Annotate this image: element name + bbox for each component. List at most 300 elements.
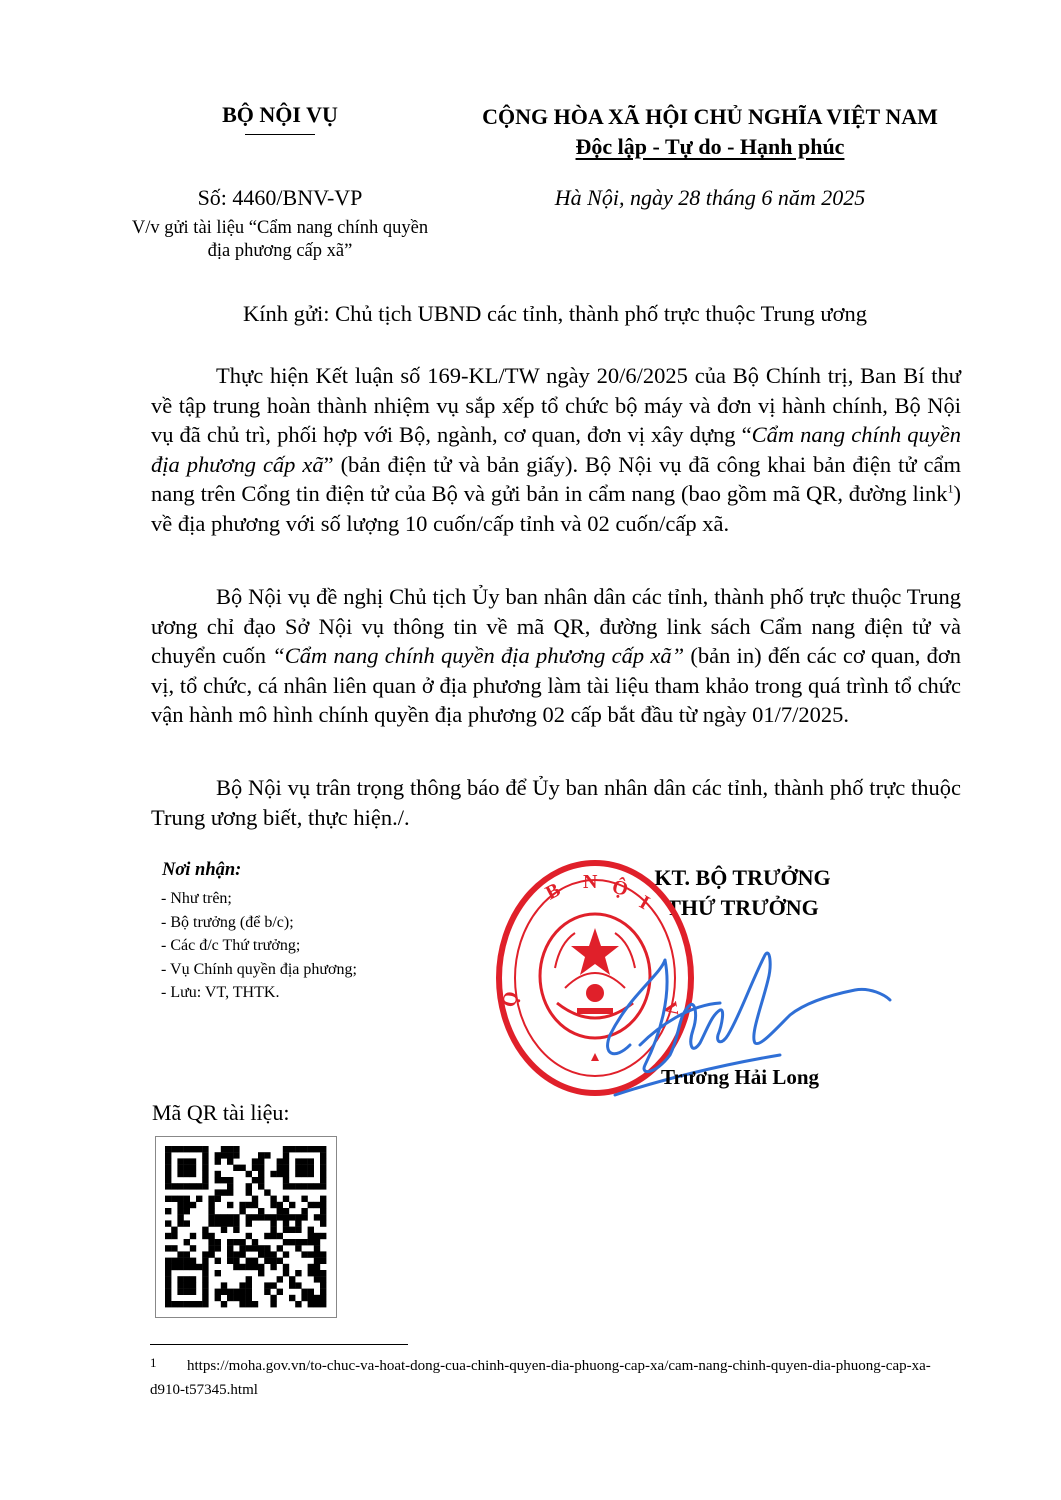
qr-module <box>277 1289 283 1295</box>
qr-module <box>171 1245 177 1251</box>
qr-module <box>221 1282 227 1288</box>
qr-module <box>264 1233 270 1239</box>
qr-module <box>258 1152 264 1158</box>
qr-module <box>177 1276 183 1282</box>
qr-module <box>314 1239 320 1245</box>
qr-module <box>233 1152 239 1158</box>
list-item: - Lưu: VT, THTK. <box>161 984 280 1001</box>
qr-module <box>277 1208 283 1214</box>
qr-module <box>202 1295 208 1301</box>
body-paragraph-1: Thực hiện Kết luận số 169-KL/TW ngày 20/6/2025 của Bộ Chính trị, Ban Bí thư về tập trung hoàn thành nhiệm vụ sắp xếp tổ chức bộ máy và đơn vị hành chính, Bộ Nội vụ đã chủ trì, phối hợp với Bộ, ngành, cơ quan, đơn vị xây dựng “Cẩm nang chính quyền địa phương cấp xã” (bản điện tử và bản giấy). Bộ Nội vụ đã công khai bản điện tử cẩm nang trên Cổng tin điện tử của Bộ và gửi bản in cẩm nang (bao gồm mã QR, đường link$^1$) về địa phương với số lượng 10 cuốn/cấp tỉnh và 02 cuốn/cấp xã. <box>151 363 962 536</box>
qr-module <box>233 1214 239 1220</box>
qr-module <box>184 1196 190 1202</box>
qr-module <box>295 1239 301 1245</box>
qr-module <box>165 1301 171 1307</box>
qr-module <box>258 1171 264 1177</box>
qr-module <box>184 1276 190 1282</box>
qr-module <box>283 1177 289 1183</box>
qr-module <box>246 1214 252 1220</box>
qr-module <box>258 1158 264 1164</box>
svg-text:Ộ: Ộ <box>498 989 523 1009</box>
list-item: - Bộ trưởng (để b/c); <box>161 913 294 931</box>
qr-module <box>289 1183 295 1189</box>
qr-module <box>246 1289 252 1295</box>
qr-module <box>215 1295 221 1301</box>
qr-module <box>283 1270 289 1276</box>
footnote-rule <box>150 1344 408 1345</box>
qr-module <box>165 1183 171 1189</box>
qr-module <box>252 1158 258 1164</box>
qr-module <box>295 1171 301 1177</box>
qr-module <box>264 1251 270 1257</box>
qr-module <box>277 1233 283 1239</box>
qr-module <box>264 1214 270 1220</box>
qr-module <box>177 1158 183 1164</box>
qr-module <box>301 1183 307 1189</box>
qr-module <box>246 1233 252 1239</box>
qr-module <box>289 1146 295 1152</box>
qr-module <box>239 1251 245 1257</box>
qr-module <box>221 1227 227 1233</box>
qr-module <box>208 1196 214 1202</box>
qr-module <box>184 1208 190 1214</box>
qr-module <box>258 1208 264 1214</box>
qr-module <box>301 1171 307 1177</box>
qr-module <box>314 1245 320 1251</box>
qr-module <box>190 1183 196 1189</box>
qr-module <box>184 1282 190 1288</box>
qr-module <box>320 1208 326 1214</box>
qr-module <box>184 1165 190 1171</box>
qr-module <box>252 1264 258 1270</box>
qr-module <box>202 1165 208 1171</box>
qr-module <box>221 1152 227 1158</box>
agency-name: BỘ NỘI VỤ <box>222 102 338 127</box>
qr-module <box>190 1245 196 1251</box>
qr-module <box>215 1289 221 1295</box>
qr-module <box>289 1239 295 1245</box>
qr-module <box>177 1220 183 1226</box>
qr-module <box>301 1239 307 1245</box>
qr-module <box>308 1146 314 1152</box>
qr-module <box>171 1301 177 1307</box>
qr-module <box>190 1171 196 1177</box>
qr-module <box>227 1251 233 1257</box>
qr-module <box>246 1301 252 1307</box>
qr-module <box>177 1289 183 1295</box>
qr-module <box>202 1158 208 1164</box>
qr-module <box>184 1171 190 1177</box>
qr-module <box>202 1264 208 1270</box>
qr-module <box>295 1183 301 1189</box>
qr-module <box>283 1183 289 1189</box>
qr-module <box>320 1289 326 1295</box>
qr-module <box>320 1220 326 1226</box>
qr-module <box>270 1171 276 1177</box>
qr-module <box>320 1295 326 1301</box>
qr-module <box>246 1295 252 1301</box>
qr-module <box>308 1171 314 1177</box>
qr-module <box>227 1152 233 1158</box>
qr-module <box>308 1251 314 1257</box>
qr-module <box>177 1183 183 1189</box>
qr-module <box>270 1214 276 1220</box>
list-item: - Các đ/c Thứ trưởng; <box>161 937 301 954</box>
qr-module <box>246 1220 252 1226</box>
qr-module <box>295 1270 301 1276</box>
qr-module <box>190 1258 196 1264</box>
qr-module <box>233 1289 239 1295</box>
qr-module <box>165 1264 171 1270</box>
qr-module <box>227 1202 233 1208</box>
qr-module <box>277 1171 283 1177</box>
qr-module <box>320 1276 326 1282</box>
qr-module <box>215 1214 221 1220</box>
qr-module <box>301 1208 307 1214</box>
qr-module <box>190 1146 196 1152</box>
qr-module <box>221 1214 227 1220</box>
qr-module <box>202 1270 208 1276</box>
qr-module <box>202 1152 208 1158</box>
footnote-marker: 1 <box>150 1355 157 1370</box>
qr-module <box>239 1301 245 1307</box>
qr-module <box>277 1158 283 1164</box>
qr-module <box>165 1276 171 1282</box>
qr-module <box>208 1220 214 1226</box>
qr-module <box>184 1258 190 1264</box>
qr-module <box>301 1289 307 1295</box>
qr-module <box>165 1258 171 1264</box>
qr-module <box>246 1245 252 1251</box>
qr-module <box>320 1282 326 1288</box>
qr-module <box>233 1295 239 1301</box>
addressee: Kính gửi: Chủ tịch UBND các tỉnh, thành phố trực thuộc Trung ương <box>242 301 868 326</box>
qr-module <box>252 1165 258 1171</box>
qr-module <box>283 1220 289 1226</box>
document-number-value: 4460 <box>232 185 277 210</box>
agency-underline <box>245 134 315 135</box>
qr-module <box>221 1289 227 1295</box>
qr-module <box>239 1165 245 1171</box>
qr-module <box>308 1295 314 1301</box>
qr-module <box>320 1270 326 1276</box>
qr-module <box>165 1245 171 1251</box>
qr-module <box>184 1158 190 1164</box>
qr-module <box>215 1239 221 1245</box>
qr-module <box>246 1189 252 1195</box>
qr-module <box>215 1270 221 1276</box>
qr-module <box>233 1264 239 1270</box>
qr-module <box>227 1214 233 1220</box>
qr-module <box>233 1227 239 1233</box>
qr-module <box>270 1233 276 1239</box>
document-number: Số: 4460/BNV-VP <box>197 185 363 210</box>
qr-code <box>155 1136 337 1318</box>
qr-module <box>184 1202 190 1208</box>
qr-module <box>246 1258 252 1264</box>
qr-module <box>283 1251 289 1257</box>
qr-module <box>264 1282 270 1288</box>
qr-module <box>320 1251 326 1257</box>
qr-module <box>270 1258 276 1264</box>
svg-text:N: N <box>583 871 598 893</box>
qr-module <box>208 1202 214 1208</box>
qr-module <box>320 1158 326 1164</box>
qr-module <box>171 1258 177 1264</box>
qr-module <box>252 1202 258 1208</box>
qr-module <box>314 1214 320 1220</box>
qr-module <box>177 1251 183 1257</box>
qr-module <box>227 1295 233 1301</box>
qr-module <box>308 1264 314 1270</box>
qr-module <box>301 1146 307 1152</box>
qr-module <box>202 1177 208 1183</box>
qr-module <box>270 1220 276 1226</box>
qr-module <box>283 1208 289 1214</box>
qr-module <box>314 1264 320 1270</box>
qr-module <box>196 1264 202 1270</box>
qr-module <box>190 1233 196 1239</box>
footnote-ref: 1 <box>947 481 954 496</box>
qr-module <box>239 1245 245 1251</box>
qr-module <box>308 1183 314 1189</box>
qr-module <box>165 1196 171 1202</box>
qr-module <box>190 1276 196 1282</box>
qr-module <box>320 1301 326 1307</box>
qr-module <box>227 1158 233 1164</box>
qr-module <box>184 1301 190 1307</box>
signer-title: KT. BỘ TRƯỞNG THỨ TRƯỞNG <box>654 865 831 920</box>
qr-module <box>227 1177 233 1183</box>
qr-module <box>270 1196 276 1202</box>
qr-module <box>283 1196 289 1202</box>
qr-module <box>202 1183 208 1189</box>
qr-module <box>258 1165 264 1171</box>
qr-module <box>202 1233 208 1239</box>
national-motto: Độc lập - Tự do - Hạnh phúc <box>575 134 845 159</box>
qr-module <box>184 1239 190 1245</box>
qr-module <box>233 1258 239 1264</box>
qr-module <box>202 1146 208 1152</box>
qr-module <box>277 1214 283 1220</box>
qr-module <box>258 1251 264 1257</box>
qr-module <box>202 1289 208 1295</box>
qr-module <box>301 1214 307 1220</box>
qr-module <box>177 1171 183 1177</box>
qr-module <box>208 1214 214 1220</box>
qr-module <box>246 1183 252 1189</box>
qr-module <box>289 1295 295 1301</box>
qr-module <box>314 1146 320 1152</box>
qr-module <box>314 1270 320 1276</box>
qr-module <box>320 1146 326 1152</box>
qr-module <box>270 1282 276 1288</box>
qr-module <box>227 1239 233 1245</box>
qr-module <box>177 1214 183 1220</box>
qr-module <box>320 1233 326 1239</box>
qr-module <box>252 1301 258 1307</box>
qr-module <box>202 1258 208 1264</box>
qr-module <box>171 1146 177 1152</box>
qr-module <box>314 1233 320 1239</box>
qr-module <box>277 1276 283 1282</box>
qr-module <box>258 1214 264 1220</box>
qr-module <box>171 1264 177 1270</box>
qr-module <box>208 1251 214 1257</box>
qr-module <box>295 1227 301 1233</box>
qr-module <box>246 1264 252 1270</box>
qr-module <box>252 1196 258 1202</box>
footnote-text: https://moha.gov.vn/to-chuc-va-hoat-dong-cua-chinh-quyen-dia-phuong-cap-xa/cam-nang-chinh-quyen-dia-phuong-cap-xa-d910-t57345.html <box>150 1358 931 1398</box>
country-name: CỘNG HÒA XÃ HỘI CHỦ NGHĨA VIỆT NAM <box>482 104 938 129</box>
qr-module <box>295 1165 301 1171</box>
qr-module <box>277 1165 283 1171</box>
qr-module <box>258 1270 264 1276</box>
qr-module <box>221 1146 227 1152</box>
qr-label: Mã QR tài liệu: <box>152 1100 290 1125</box>
list-item: - Vụ Chính quyền địa phương; <box>161 960 357 978</box>
qr-module <box>283 1264 289 1270</box>
list-item: - Như trên; <box>161 890 232 907</box>
qr-module <box>208 1233 214 1239</box>
qr-module <box>227 1258 233 1264</box>
qr-module <box>252 1258 258 1264</box>
qr-module <box>308 1239 314 1245</box>
qr-module <box>239 1282 245 1288</box>
qr-module <box>252 1239 258 1245</box>
qr-module <box>215 1158 221 1164</box>
qr-module <box>320 1152 326 1158</box>
qr-module <box>289 1282 295 1288</box>
qr-module <box>190 1282 196 1288</box>
qr-module <box>258 1245 264 1251</box>
qr-module <box>239 1295 245 1301</box>
qr-module <box>215 1258 221 1264</box>
qr-module <box>320 1196 326 1202</box>
qr-module <box>233 1146 239 1152</box>
qr-module <box>196 1146 202 1152</box>
qr-module <box>295 1245 301 1251</box>
qr-module <box>264 1245 270 1251</box>
qr-module <box>246 1202 252 1208</box>
qr-module <box>165 1177 171 1183</box>
qr-module <box>289 1276 295 1282</box>
qr-module <box>202 1276 208 1282</box>
qr-module <box>196 1301 202 1307</box>
qr-module <box>215 1220 221 1226</box>
svg-text:B: B <box>542 878 565 905</box>
qr-module <box>215 1189 221 1195</box>
qr-module <box>320 1202 326 1208</box>
qr-module <box>221 1177 227 1183</box>
qr-module <box>270 1227 276 1233</box>
qr-module <box>301 1295 307 1301</box>
qr-module <box>177 1196 183 1202</box>
qr-module <box>202 1301 208 1307</box>
qr-module <box>215 1196 221 1202</box>
qr-module <box>252 1245 258 1251</box>
qr-module <box>177 1282 183 1288</box>
qr-module <box>246 1282 252 1288</box>
qr-module <box>184 1289 190 1295</box>
qr-module <box>208 1208 214 1214</box>
qr-module <box>283 1165 289 1171</box>
qr-module <box>171 1183 177 1189</box>
qr-module <box>177 1165 183 1171</box>
qr-module <box>289 1202 295 1208</box>
qr-module <box>277 1245 283 1251</box>
qr-module <box>190 1165 196 1171</box>
qr-module <box>270 1295 276 1301</box>
qr-module <box>196 1183 202 1189</box>
qr-module <box>215 1245 221 1251</box>
qr-module <box>165 1208 171 1214</box>
qr-module <box>239 1289 245 1295</box>
qr-module <box>215 1152 221 1158</box>
body-paragraph-2: Bộ Nội vụ đề nghị Chủ tịch Ủy ban nhân dân các tỉnh, thành phố trực thuộc Trung ương chỉ đạo Sở Nội vụ thông tin về mã QR, đường link sách Cẩm nang điện tử và chuyển cuốn “Cẩm nang chính quyền địa phương cấp xã” (bản in) đến các cơ quan, đơn vị, tổ chức, cá nhân liên quan ở địa phương làm tài liệu tham khảo trong quá trình tổ chức vận hành mô hình chính quyền địa phương 02 cấp bắt đầu từ ngày 01/7/2025. <box>151 584 961 727</box>
qr-module <box>270 1301 276 1307</box>
qr-module <box>308 1158 314 1164</box>
body-paragraph-3: Bộ Nội vụ trân trọng thông báo để Ủy ban nhân dân các tỉnh, thành phố trực thuộc Trung ương biết, thực hiện./. <box>151 775 961 830</box>
svg-text:Ộ: Ộ <box>609 875 631 901</box>
qr-module <box>177 1301 183 1307</box>
qr-module <box>246 1171 252 1177</box>
qr-module <box>295 1282 301 1288</box>
qr-module <box>289 1214 295 1220</box>
qr-module <box>295 1158 301 1164</box>
qr-module <box>264 1152 270 1158</box>
qr-module <box>165 1295 171 1301</box>
qr-module <box>308 1165 314 1171</box>
qr-module <box>215 1171 221 1177</box>
qr-module <box>320 1214 326 1220</box>
qr-module <box>320 1171 326 1177</box>
recipients-list <box>161 887 357 1005</box>
qr-module <box>283 1152 289 1158</box>
svg-text:I: I <box>635 891 654 915</box>
qr-module <box>202 1171 208 1177</box>
qr-module <box>221 1220 227 1226</box>
qr-module <box>283 1146 289 1152</box>
qr-module <box>227 1183 233 1189</box>
qr-module <box>239 1239 245 1245</box>
qr-module <box>233 1239 239 1245</box>
qr-module <box>190 1289 196 1295</box>
qr-module <box>252 1177 258 1183</box>
qr-module <box>227 1146 233 1152</box>
qr-module <box>165 1220 171 1226</box>
qr-module <box>208 1245 214 1251</box>
qr-module <box>184 1251 190 1257</box>
qr-module <box>196 1196 202 1202</box>
qr-module <box>295 1146 301 1152</box>
qr-module <box>171 1233 177 1239</box>
qr-module <box>270 1251 276 1257</box>
qr-module <box>177 1208 183 1214</box>
qr-module <box>184 1220 190 1226</box>
qr-module <box>221 1189 227 1195</box>
qr-module <box>283 1158 289 1164</box>
qr-module <box>202 1227 208 1233</box>
qr-module <box>314 1202 320 1208</box>
qr-module <box>320 1258 326 1264</box>
qr-module <box>227 1245 233 1251</box>
qr-module <box>264 1289 270 1295</box>
qr-module <box>283 1214 289 1220</box>
qr-module <box>264 1258 270 1264</box>
qr-module <box>320 1165 326 1171</box>
qr-module <box>320 1183 326 1189</box>
